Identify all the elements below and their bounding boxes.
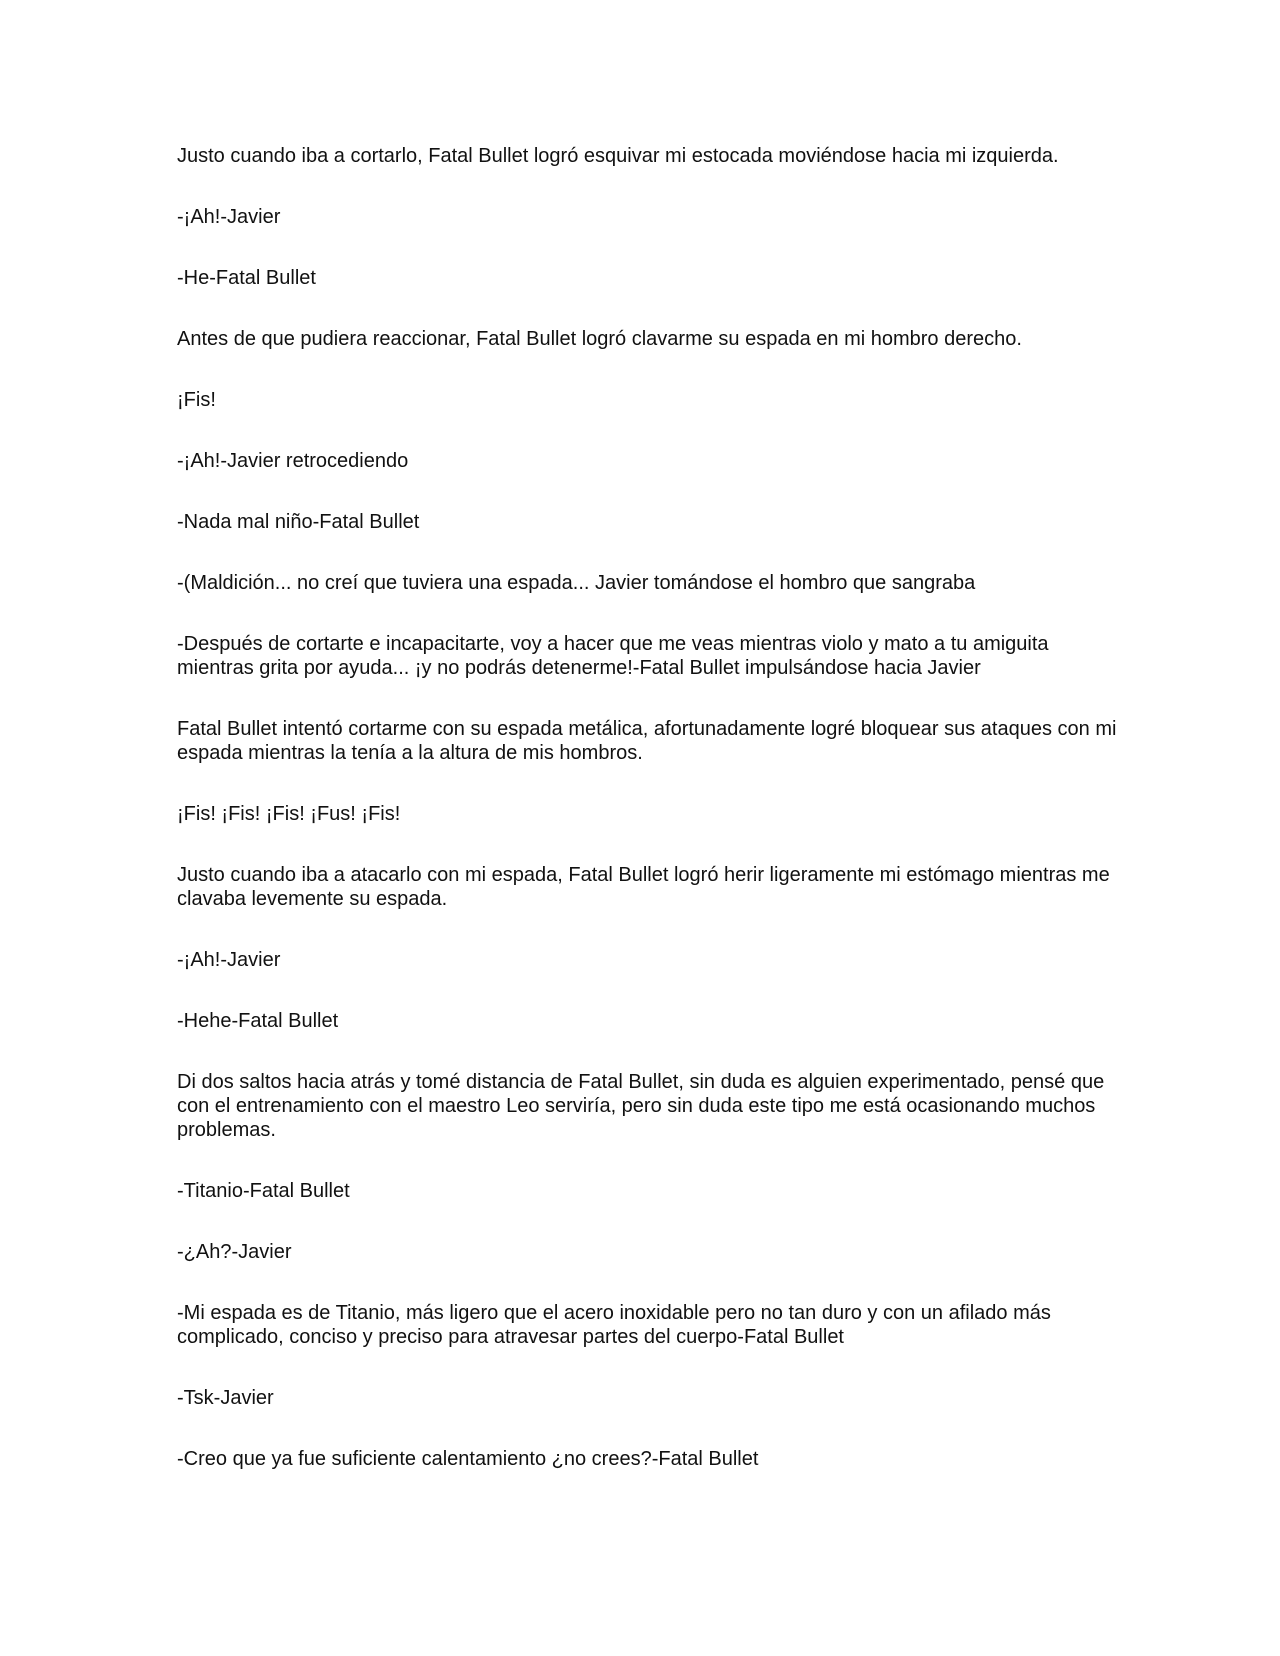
paragraph: -Titanio-Fatal Bullet <box>177 1180 350 1202</box>
paragraph: -¿Ah?-Javier <box>177 1241 292 1263</box>
paragraph: Fatal Bullet intentó cortarme con su espada metálica, afortunadamente logré bloquear sus ataques con mi espada mientras la tenía a la altura de mis hombros. <box>177 718 1117 764</box>
paragraph: -Hehe-Fatal Bullet <box>177 1010 339 1032</box>
paragraph: -He-Fatal Bullet <box>177 267 316 289</box>
paragraph: Antes de que pudiera reaccionar, Fatal Bullet logró clavarme su espada en mi hombro derecho. <box>177 328 1022 350</box>
paragraph: Justo cuando iba a cortarlo, Fatal Bullet logró esquivar mi estocada moviéndose hacia mi izquierda. <box>177 145 1059 167</box>
paragraph: Di dos saltos hacia atrás y tomé distancia de Fatal Bullet, sin duda es alguien experimentado, pensé que con el entrenamiento con el maestro Leo serviría, pero sin duda este tipo me está ocasionando muchos problemas. <box>177 1071 1105 1141</box>
paragraph: -Creo que ya fue suficiente calentamiento ¿no crees?-Fatal Bullet <box>177 1448 759 1470</box>
paragraph: -Tsk-Javier <box>177 1387 274 1409</box>
document-body <box>177 144 1117 1471</box>
paragraph: -¡Ah!-Javier retrocediendo <box>177 450 409 472</box>
paragraph: -(Maldición... no creí que tuviera una espada... Javier tomándose el hombro que sangraba <box>177 572 976 594</box>
paragraph: -Mi espada es de Titanio, más ligero que el acero inoxidable pero no tan duro y con un afilado más complicado, conciso y preciso para atravesar partes del cuerpo-Fatal Bullet <box>177 1302 1051 1348</box>
paragraph: -Nada mal niño-Fatal Bullet <box>177 511 420 533</box>
paragraph: -Después de cortarte e incapacitarte, voy a hacer que me veas mientras violo y mato a tu amiguita mientras grita por ayuda... ¡y no podrás detenerme!-Fatal Bullet impulsándose hacia Javier <box>177 633 1049 679</box>
paragraph: -¡Ah!-Javier <box>177 206 281 228</box>
paragraph: ¡Fis! ¡Fis! ¡Fis! ¡Fus! ¡Fis! <box>177 803 401 825</box>
paragraph: -¡Ah!-Javier <box>177 949 281 971</box>
paragraph: Justo cuando iba a atacarlo con mi espada, Fatal Bullet logró herir ligeramente mi estómago mientras me clavaba levemente su espada. <box>177 864 1110 910</box>
paragraph: ¡Fis! <box>177 389 216 411</box>
